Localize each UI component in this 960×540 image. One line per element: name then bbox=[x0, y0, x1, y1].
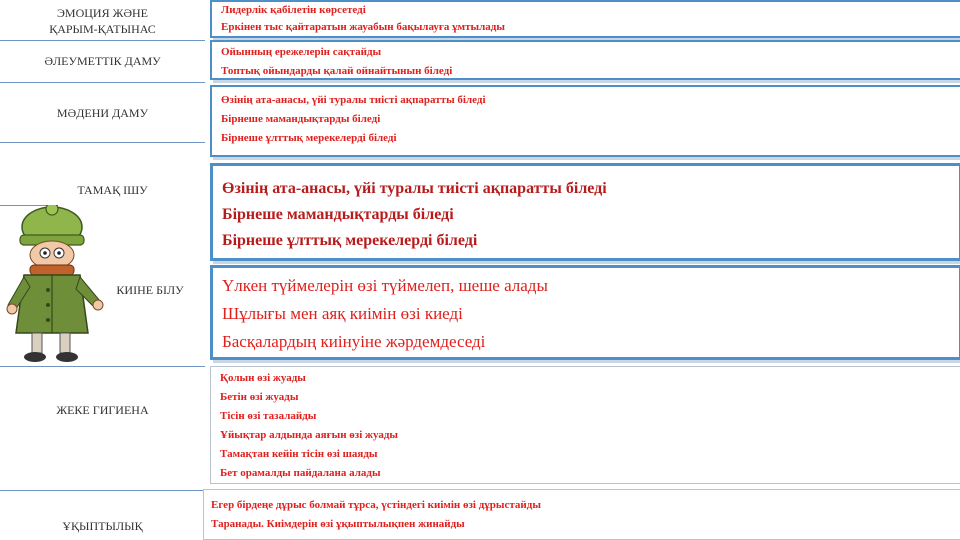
skill-line: Еркінен тыс қайтаратын жауабын бақылауға ұмтылады bbox=[221, 21, 505, 33]
divider bbox=[0, 366, 205, 367]
skill-line: Үлкен түймелерін өзі түймелеп, шеше алады bbox=[222, 276, 548, 295]
skill-line: Өзінің ата-анасы, үйі туралы тиісті ақпаратты біледі bbox=[222, 180, 607, 197]
skill-line: Бірнеше мамандықтарды біледі bbox=[222, 206, 454, 223]
row-label-dressing bbox=[100, 275, 200, 305]
row-label-culture bbox=[0, 84, 205, 142]
divider bbox=[0, 490, 205, 491]
divider bbox=[0, 142, 205, 143]
row-label-neatness bbox=[0, 512, 205, 540]
skill-line: Егер бірдеңе дұрыс болмай тұрса, үстіндегі киімін өзі дұрыстайды bbox=[211, 499, 541, 511]
label-line: МӘДЕНИ ДАМУ bbox=[56, 105, 149, 120]
skill-line: Топтық ойындарды қалай ойнайтынын біледі bbox=[221, 65, 453, 77]
row-label-eating bbox=[10, 170, 215, 210]
label-line: ҰҚЫПТЫЛЫҚ bbox=[62, 518, 143, 533]
skill-line: Бет орамалды пайдалана алады bbox=[220, 467, 381, 479]
label-line: ЭМОЦИЯ ЖӘНЕ bbox=[56, 5, 148, 20]
content-box-culture bbox=[210, 85, 960, 157]
label-line: КИІНЕ БІЛУ bbox=[116, 282, 184, 297]
skill-line: Бірнеше ұлттық мерекелерді біледі bbox=[221, 132, 397, 144]
skill-line: Ұйықтар алдында аяғын өзі жуады bbox=[220, 429, 399, 441]
content-box-hygiene bbox=[210, 366, 960, 484]
skill-line: Бетін өзі жуады bbox=[220, 391, 299, 403]
content-box-eating bbox=[210, 163, 960, 261]
row-label-hygiene bbox=[0, 390, 205, 430]
skill-line: Шұлығы мен аяқ киімін өзі киеді bbox=[222, 304, 463, 323]
row-label-emotion bbox=[0, 2, 205, 40]
child-in-coat-illustration bbox=[2, 205, 110, 365]
skill-line: Өзінің ата-анасы, үйі туралы тиісті ақпаратты біледі bbox=[221, 94, 486, 106]
content-box-dressing bbox=[210, 265, 960, 360]
skill-line: Таранады. Киімдерін өзі ұқыптылықпен жинайды bbox=[211, 518, 465, 530]
label-line: ЖЕКЕ ГИГИЕНА bbox=[56, 402, 149, 417]
skill-line: Тамақтан кейін тісін өзі шаяды bbox=[220, 448, 378, 460]
content-box-social bbox=[210, 40, 960, 80]
skill-line: Тісін өзі тазалайды bbox=[220, 410, 317, 422]
skill-line: Бірнеше мамандықтарды біледі bbox=[221, 113, 381, 125]
label-line: ӘЛЕУМЕТТІК ДАМУ bbox=[44, 53, 161, 68]
divider bbox=[0, 40, 205, 41]
skill-line: Басқалардың киінуіне жәрдемдеседі bbox=[222, 332, 486, 351]
label-line: ҚАРЫМ-ҚАТЫНАС bbox=[49, 22, 156, 36]
divider bbox=[0, 82, 205, 83]
skill-line: Лидерлік қабілетін көрсетеді bbox=[221, 4, 366, 16]
row-label-social bbox=[0, 42, 205, 80]
label-line: ТАМАҚ ІШУ bbox=[77, 182, 148, 197]
content-box-neatness bbox=[203, 489, 960, 540]
content-box-emotion bbox=[210, 0, 960, 38]
skill-line: Қолын өзі жуады bbox=[220, 372, 306, 384]
skill-line: Ойынның ережелерін сақтайды bbox=[221, 46, 382, 58]
skill-line: Бірнеше ұлттық мерекелерді біледі bbox=[222, 232, 478, 249]
